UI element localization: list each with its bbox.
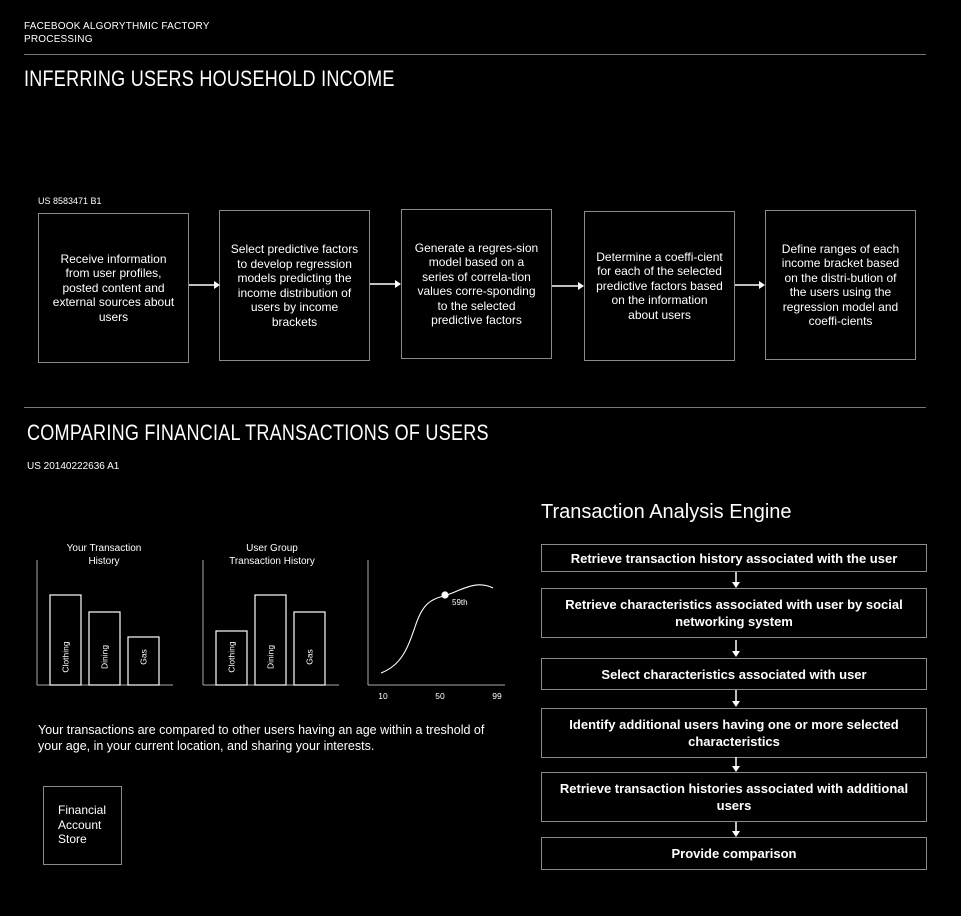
section1-title: INFERRING USERS HOUSEHOLD INCOME: [24, 66, 395, 91]
header-line1: FACEBOOK ALGORYTHMIC FACTORY: [24, 21, 210, 32]
x-tick-label: 10: [378, 691, 388, 701]
bar-chart-your-history: [37, 560, 173, 685]
x-tick-label: 99: [492, 691, 502, 701]
engine-step-6: Provide comparison: [541, 837, 927, 870]
arrow-down-icon: [730, 690, 742, 707]
arrow-down-icon: [730, 757, 742, 772]
section2-title: COMPARING FINANCIAL TRANSACTIONS OF USERS: [27, 420, 489, 445]
bar-label: Gas: [304, 649, 315, 665]
income-step-4: Determine a coeffi-cient for each of the selected predictive factors based on the information about users: [584, 211, 735, 361]
header-line2: PROCESSING: [24, 34, 93, 45]
percentile-curve-chart: [368, 560, 505, 701]
income-step-5: Define ranges of each income bracket based on the distri-bution of the users using the regression model and coeffi-cients: [765, 210, 916, 360]
engine-step-3: Select characteristics associated with user: [541, 658, 927, 690]
arrow-right-icon: [552, 281, 584, 291]
bar-label: Gas: [138, 649, 149, 665]
x-tick-label: 50: [435, 691, 445, 701]
section-divider: [24, 407, 926, 408]
report-header: [24, 20, 210, 46]
bar-label: Dining: [99, 644, 110, 670]
engine-step-4: Identify additional users having one or more selected characteristics: [541, 708, 927, 758]
income-step-1: Receive information from user profiles, posted content and external sources about users: [38, 213, 189, 363]
arrow-right-icon: [370, 279, 401, 289]
engine-title: Transaction Analysis Engine: [541, 501, 792, 523]
comparison-caption: Your transactions are compared to other users having an age within a treshold of your age, in your current location, and sharing your interests.: [38, 723, 485, 753]
percentile-annotation: 59th: [452, 598, 468, 607]
engine-step-2: Retrieve characteristics associated with user by social networking system: [541, 588, 927, 638]
chart1-title: Your Transaction History: [66, 543, 142, 567]
header-divider: [24, 54, 926, 55]
arrow-down-icon: [730, 822, 742, 837]
income-step-2: Select predictive factors to develop regression models predicting the income distribution of users by income brackets: [219, 210, 370, 361]
bar-label: Dining: [265, 644, 276, 670]
bar-gas: [294, 612, 325, 685]
section1-patent: US 8583471 B1: [38, 196, 102, 206]
percentile-marker: [441, 591, 448, 598]
income-step-3: Generate a regres-sion model based on a series of correla-tion values corre-sponding to the selected predictive factors: [401, 209, 552, 359]
bar-dining: [255, 595, 286, 685]
arrow-down-icon: [730, 572, 742, 588]
bar-label: Clothing: [226, 641, 237, 673]
arrow-down-icon: [730, 640, 742, 657]
section2-patent: US 20140222636 A1: [27, 461, 120, 472]
bar-label: Clothing: [60, 641, 71, 673]
engine-step-1: Retrieve transaction history associated with the user: [541, 544, 927, 572]
chart2-title: User Group Transaction History: [229, 543, 315, 567]
percentile-curve: [381, 585, 493, 673]
arrow-right-icon: [735, 280, 765, 290]
bar-chart-user-group: [203, 560, 339, 685]
arrow-right-icon: [189, 280, 220, 290]
engine-step-5: Retrieve transaction histories associated with additional users: [541, 772, 927, 822]
financial-account-store: Financial Account Store: [43, 786, 122, 865]
transaction-charts: [30, 555, 520, 705]
